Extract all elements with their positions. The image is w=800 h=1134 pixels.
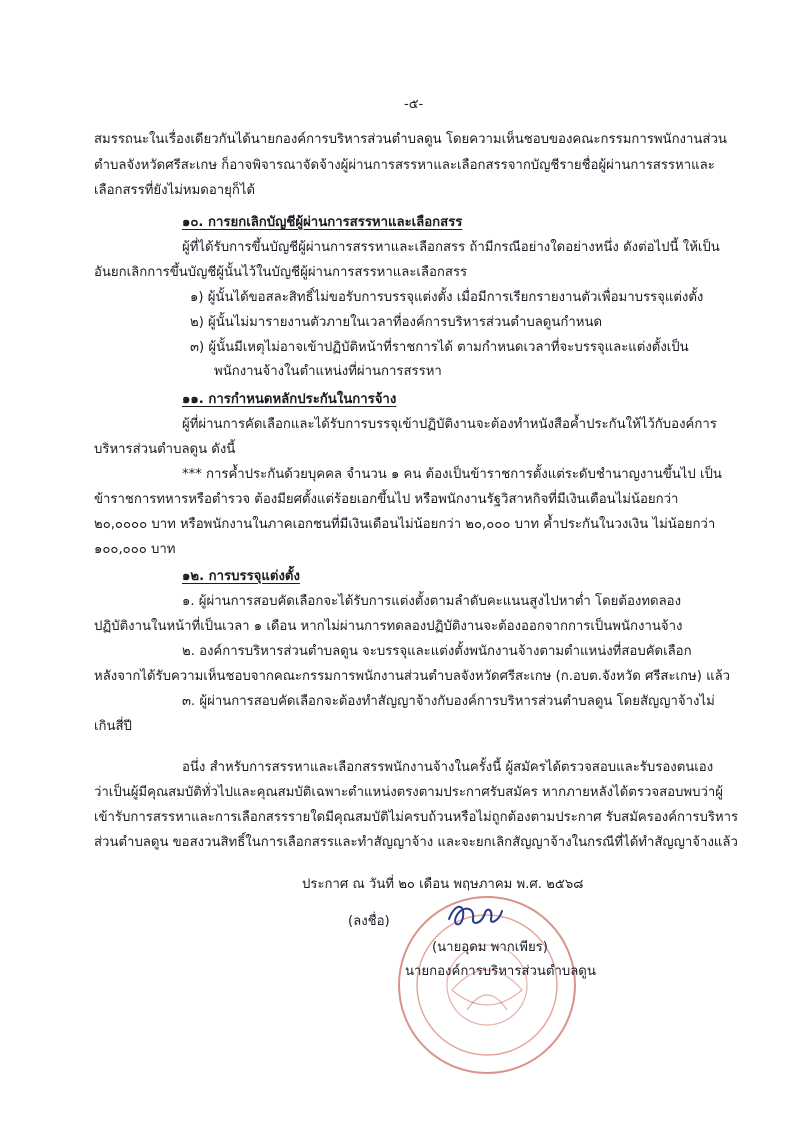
list-item-continuation: พนักงานจ้างในตำแหน่งที่ผ่านการสรรหา bbox=[214, 364, 442, 379]
list-item: ๑) ผู้นั้นได้ขอสละสิทธิ์ไม่ขอรับการบรรจุแต่งตั้ง เมื่อมีการเรียกรายงานตัวเพื่อมาบรรจุแต่งตั้ง bbox=[190, 290, 704, 305]
body-line: หลังจากได้รับความเห็นชอบจากคณะกรรมการพนักงานส่วนตำบลจังหวัดศรีสะเกษ (ก.อบต.จังหวัด ศรีสะเกษ) แล้ว bbox=[94, 669, 731, 684]
signer-name: (นายอุดม พากเพียร) bbox=[432, 940, 548, 955]
body-line: อนึ่ง สำหรับการสรรหาและเลือกสรรพนักงานจ้างในครั้งนี้ ผู้สมัครได้ตรวจสอบและรับรองตนเอง bbox=[182, 760, 714, 775]
body-line: อันยกเลิกการขึ้นบัญชีผู้นั้นไว้ในบัญชีผู้ผ่านการสรรหาและเลือกสรร bbox=[94, 265, 468, 280]
body-line: *** การค้ำประกันด้วยบุคคล จำนวน ๑ คน ต้องเป็นข้าราชการตั้งแต่ระดับชำนาญงานขึ้นไป เป็น bbox=[182, 467, 722, 482]
signature-label: (ลงชื่อ) bbox=[348, 914, 390, 929]
body-line: ๒. องค์การบริหารส่วนตำบลดูน จะบรรจุและแต่งตั้งพนักงานจ้างตามตำแหน่งที่สอบคัดเลือก bbox=[182, 644, 692, 659]
body-line: ผู้ที่ได้รับการขึ้นบัญชีผู้ผ่านการสรรหาและเลือกสรร ถ้ามีกรณีอย่างใดอย่างหนึ่ง ดังต่อไปนี้ ให้เป็น bbox=[182, 240, 720, 255]
body-line: ๓. ผู้ผ่านการสอบคัดเลือกจะต้องทำสัญญาจ้างกับองค์การบริหารส่วนตำบลดูน โดยสัญญาจ้างไม่ bbox=[182, 694, 715, 709]
body-line: ข้าราชการทหารหรือตำรวจ ต้องมียศตั้งแต่ร้อยเอกขึ้นไป หรือพนักงานรัฐวิสาหกิจที่มีเงินเดือนไม่น้อยกว่า bbox=[94, 492, 679, 507]
body-line: เกินสี่ปี bbox=[94, 719, 132, 734]
body-line: ๒๐,๐๐๐๐ บาท หรือพนักงานในภาคเอกชนที่มีเงินเดือนไม่น้อยกว่า ๒๐,๐๐๐ บาท ค้ำประกันในวงเงิน ไม่น้อยกว่า bbox=[94, 517, 716, 532]
section-heading-10: ๑๐. การยกเลิกบัญชีผู้ผ่านการสรรหาและเลือกสรร bbox=[182, 215, 463, 230]
body-line: ส่วนตำบลดูน ขอสงวนสิทธิ์ในการเลือกสรรและทำสัญญาจ้าง และจะยกเลิกสัญญาจ้างในกรณีที่ได้ทำสัญญาจ้างแล้ว bbox=[94, 835, 738, 850]
handwritten-signature bbox=[445, 895, 505, 935]
body-line: ปฏิบัติงานในหน้าที่เป็นเวลา ๑ เดือน หากไม่ผ่านการทดลองปฏิบัติงานจะต้องออกจากการเป็นพนักงานจ้าง bbox=[94, 619, 683, 634]
body-line: สมรรถนะในเรื่องเดียวกันได้นายกองค์การบริหารส่วนตำบลดูน โดยความเห็นชอบของคณะกรรมการพนักงานส่วน bbox=[94, 132, 727, 147]
body-line: ผู้ที่ผ่านการคัดเลือกและได้รับการบรรจุเข้าปฏิบัติงานจะต้องทำหนังสือค้ำประกันให้ไว้กับองค์การ bbox=[182, 417, 717, 432]
section-heading-11: ๑๑. การกำหนดหลักประกันในการจ้าง bbox=[182, 392, 397, 407]
body-line: ตำบลจังหวัดศรีสะเกษ ก็อาจพิจารณาจัดจ้างผู้ผ่านการสรรหาและเลือกสรรจากบัญชีรายชื่อผู้ผ่านการสรรหาและ bbox=[94, 158, 715, 173]
body-line: เข้ารับการสรรหาและการเลือกสรรรายใดมีคุณสมบัติไม่ครบถ้วนหรือไม่ถูกต้องตามประกาศ รับสมัครองค์การบริหาร bbox=[94, 810, 739, 825]
page-number: -๕- bbox=[404, 97, 424, 112]
section-heading-12: ๑๒. การบรรจุแต่งตั้ง bbox=[182, 569, 300, 584]
list-item: ๓) ผู้นั้นมีเหตุไม่อาจเข้าปฏิบัติหน้าที่ราชการได้ ตามกำหนดเวลาที่จะบรรจุและแต่งตั้งเป็น bbox=[190, 340, 689, 355]
body-line: ๑. ผู้ผ่านการสอบคัดเลือกจะได้รับการแต่งตั้งตามลำดับคะแนนสูงไปหาต่ำ โดยต้องทดลอง bbox=[182, 594, 682, 609]
body-line: ๑๐๐,๐๐๐ บาท bbox=[94, 542, 176, 557]
body-line: บริหารส่วนตำบลดูน ดังนี้ bbox=[94, 442, 236, 457]
body-line: เลือกสรรที่ยังไม่หมดอายุก็ได้ bbox=[94, 183, 256, 198]
body-line: ว่าเป็นผู้มีคุณสมบัติทั่วไปและคุณสมบัติเฉพาะตำแหน่งตรงตามประกาศรับสมัคร หากภายหลังได้ตรวจสอบพบว่าผู้ bbox=[94, 785, 724, 800]
announcement-date: ประกาศ ณ วันที่ ๒๐ เดือน พฤษภาคม พ.ศ. ๒๕๖๘ bbox=[302, 877, 584, 892]
list-item: ๒) ผู้นั้นไม่มารายงานตัวภายในเวลาที่องค์การบริหารส่วนตำบลดูนกำหนด bbox=[190, 315, 603, 330]
signer-title: นายกองค์การบริหารส่วนตำบลดูน bbox=[405, 964, 596, 979]
